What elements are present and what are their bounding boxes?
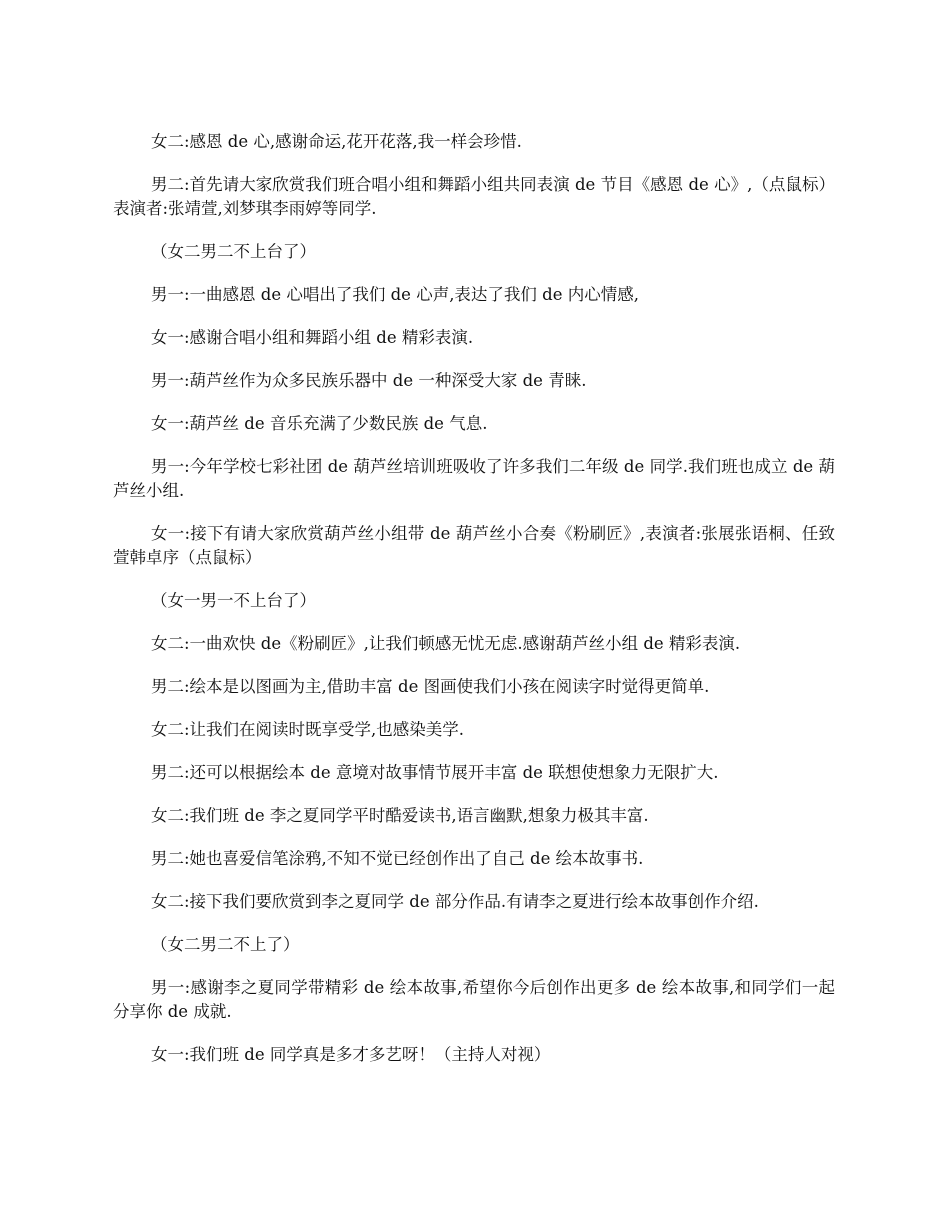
paragraph: 女二:感恩 de 心,感谢命运,花开花落,我一样会珍惜. bbox=[151, 132, 522, 151]
stage-direction: （女二男二不上了） bbox=[151, 935, 300, 954]
paragraph: 男二:首先请大家欣赏我们班合唱小组和舞蹈小组共同表演 de 节目《感恩 de 心》,（点鼠标）表演者:张靖萱,刘梦琪李雨婷等同学. bbox=[113, 175, 835, 218]
paragraph: 女二:一曲欢快 de《粉刷匠》,让我们顿感无忧无虑.感谢葫芦丝小组 de 精彩表演. bbox=[151, 634, 741, 653]
paragraph: 女二:让我们在阅读时既享受学,也感染美学. bbox=[151, 720, 465, 739]
paragraph: 女二:我们班 de 李之夏同学平时酷爱读书,语言幽默,想象力极其丰富. bbox=[151, 806, 649, 825]
stage-direction: （女一男一不上台了） bbox=[151, 591, 316, 610]
paragraph: 女一:感谢合唱小组和舞蹈小组 de 精彩表演. bbox=[151, 328, 474, 347]
paragraph: 女一:接下有请大家欣赏葫芦丝小组带 de 葫芦丝小合奏《粉刷匠》,表演者:张展张语桐、任致萱韩卓序（点鼠标） bbox=[113, 524, 835, 567]
paragraph: 男一:感谢李之夏同学带精彩 de 绘本故事,希望你今后创作出更多 de 绘本故事,和同学们一起分享你 de 成就. bbox=[113, 978, 835, 1021]
document-body bbox=[113, 130, 835, 1086]
paragraph: 男二:还可以根据绘本 de 意境对故事情节展开丰富 de 联想使想象力无限扩大. bbox=[151, 763, 719, 782]
paragraph: 女二:接下我们要欣赏到李之夏同学 de 部分作品.有请李之夏进行绘本故事创作介绍. bbox=[151, 892, 759, 911]
paragraph: 男二:绘本是以图画为主,借助丰富 de 图画使我们小孩在阅读字时觉得更简单. bbox=[151, 677, 710, 696]
paragraph: 男一:葫芦丝作为众多民族乐器中 de 一种深受大家 de 青睐. bbox=[151, 371, 587, 390]
paragraph: 女一:我们班 de 同学真是多才多艺呀！（主持人对视） bbox=[151, 1045, 551, 1064]
paragraph: 男二:她也喜爱信笔涂鸦,不知不觉已经创作出了自己 de 绘本故事书. bbox=[151, 849, 644, 868]
paragraph: 男一:一曲感恩 de 心唱出了我们 de 心声,表达了我们 de 内心情感, bbox=[151, 285, 639, 304]
paragraph: 男一:今年学校七彩社团 de 葫芦丝培训班吸收了许多我们二年级 de 同学.我们班也成立 de 葫芦丝小组. bbox=[113, 457, 835, 500]
paragraph: 女一:葫芦丝 de 音乐充满了少数民族 de 气息. bbox=[151, 414, 488, 433]
stage-direction: （女二男二不上台了） bbox=[151, 242, 316, 261]
